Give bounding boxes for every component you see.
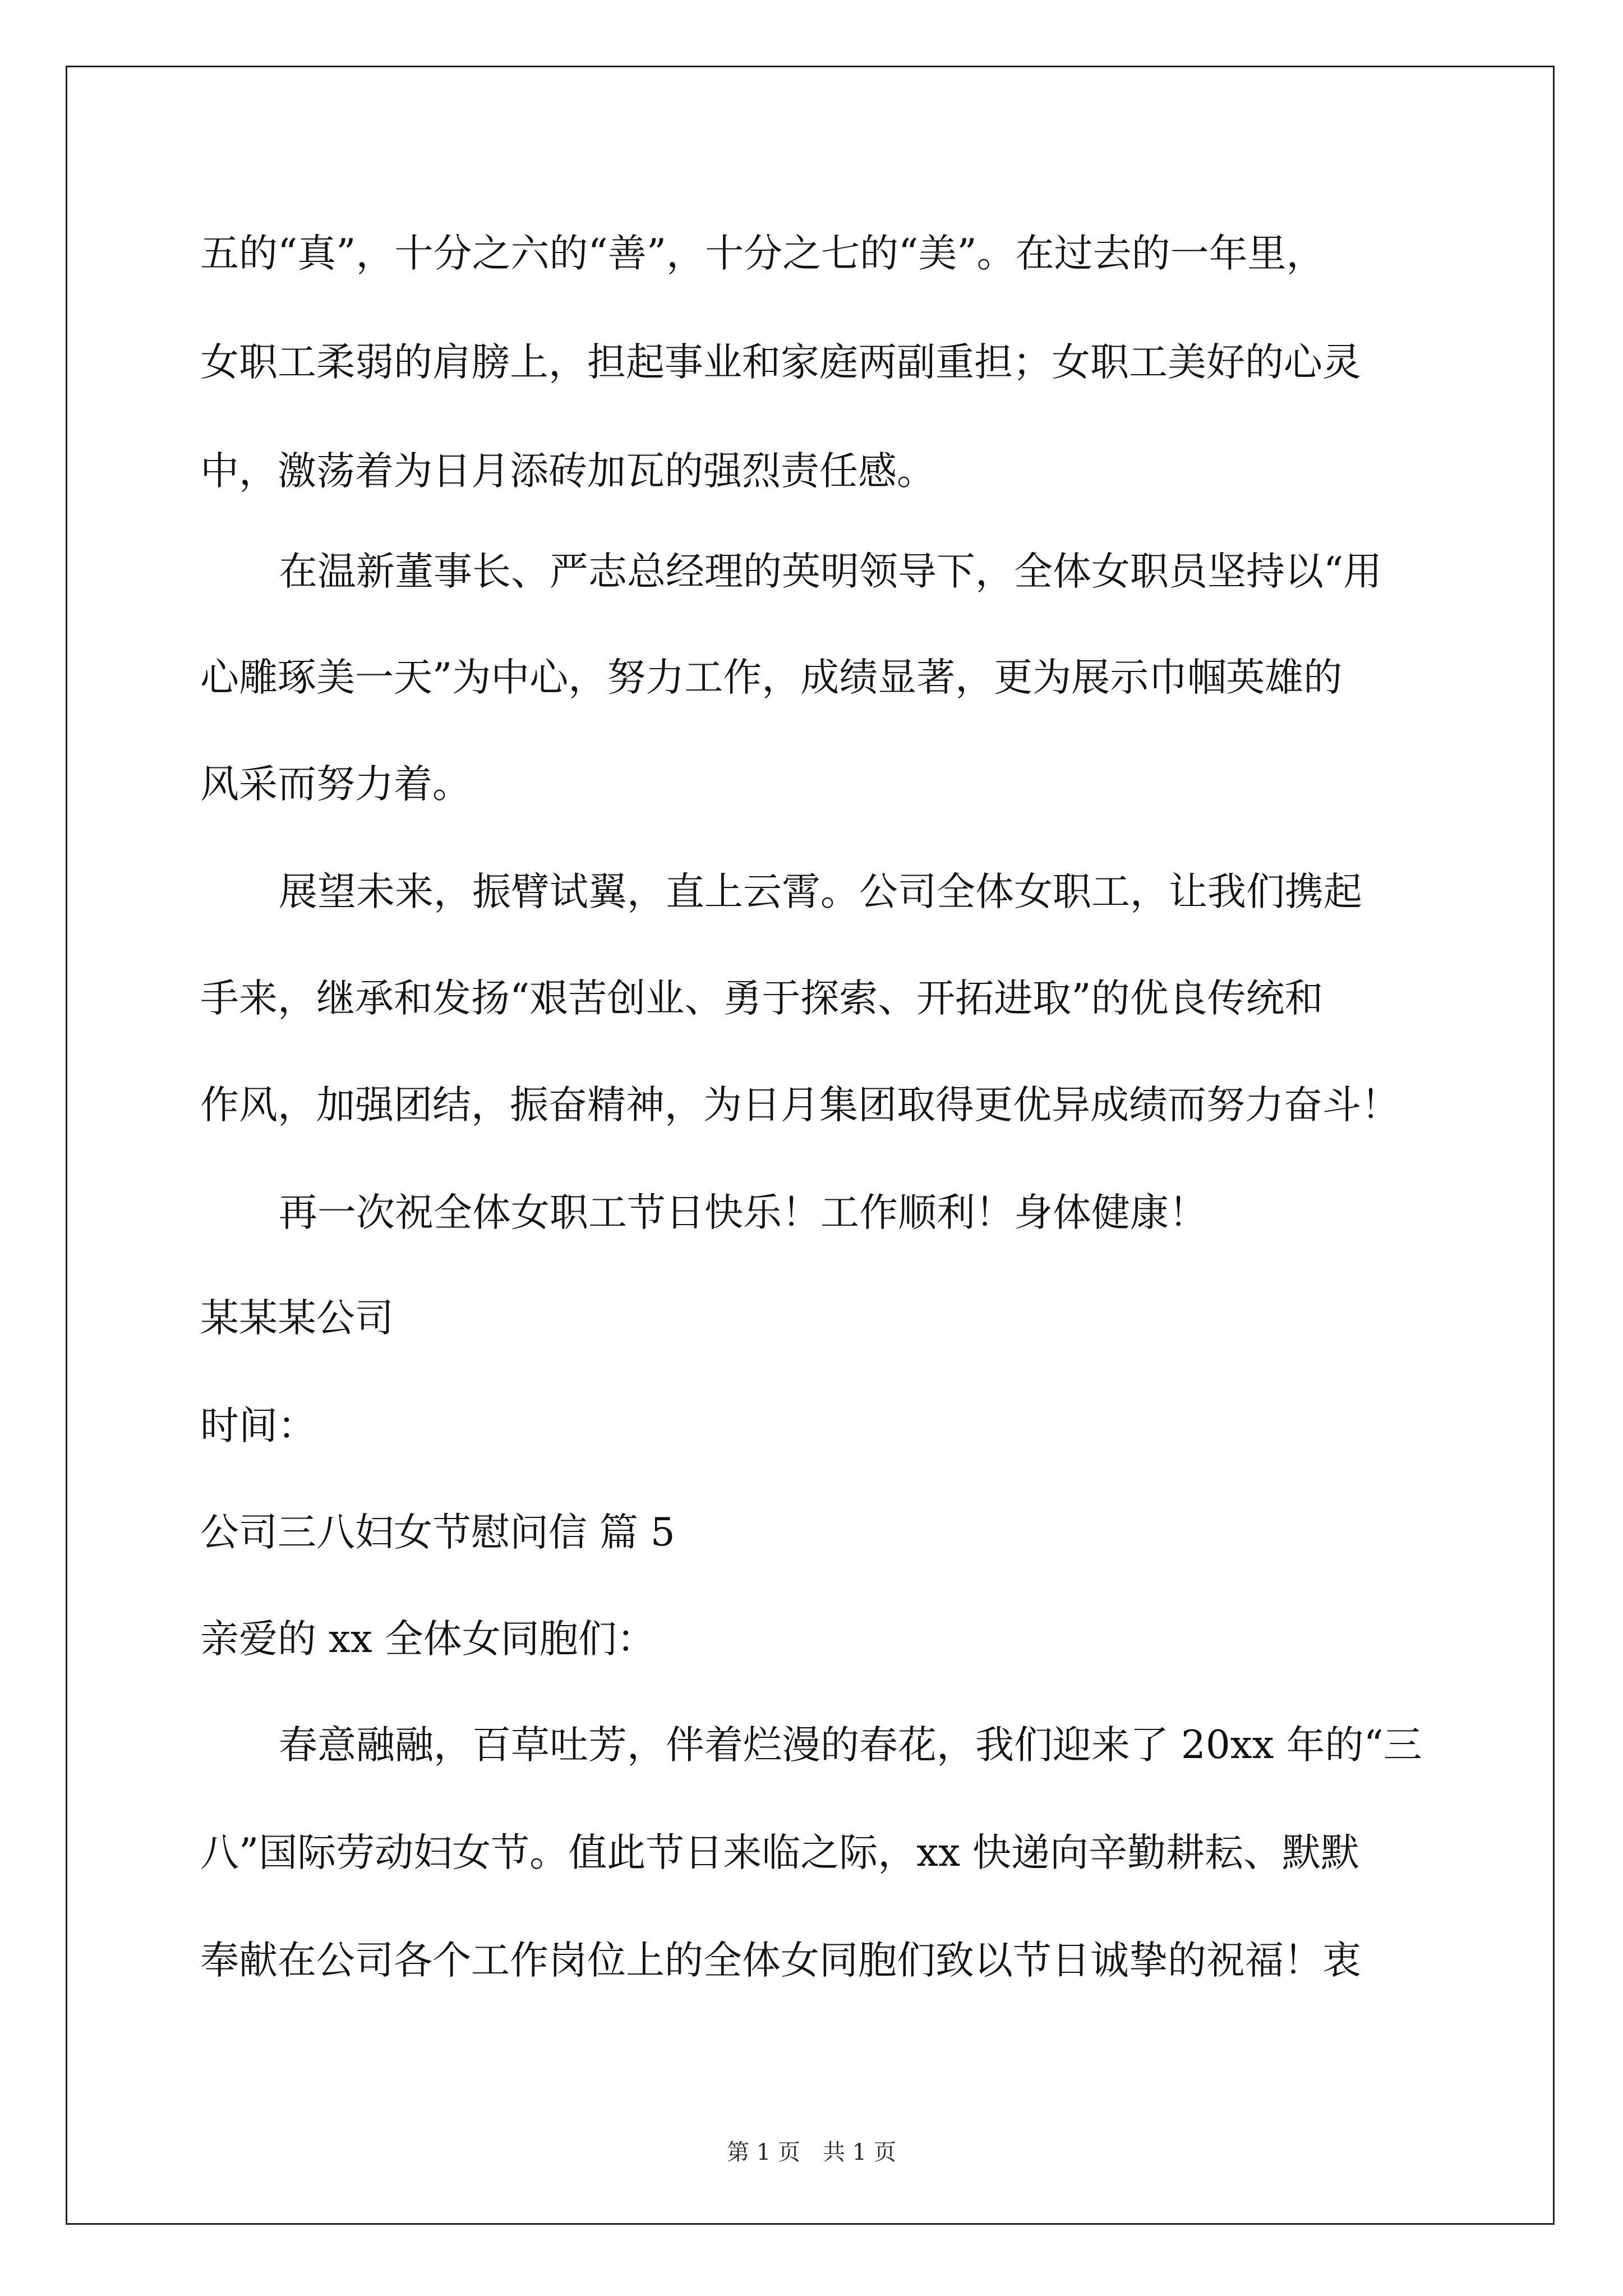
section-heading: 公司三八妇女节慰问信 篇 5 — [200, 1510, 675, 1555]
text-line: 中，激荡着为日月添砖加瓦的强烈责任感。 — [200, 449, 935, 494]
page-border — [66, 66, 1555, 2225]
text-line: 心雕琢美一天”为中心，努力工作，成绩显著，更为展示巾帼英雄的 — [200, 655, 1343, 700]
page-footer: 第 1 页 共 1 页 — [727, 2139, 896, 2165]
text-line: 奉献在公司各个工作岗位上的全体女同胞们致以节日诚挚的祝福！衷 — [200, 1938, 1361, 1983]
text-line: 作风，加强团结，振奋精神，为日月集团取得更优异成绩而努力奋斗！ — [200, 1083, 1400, 1128]
text-line: 八”国际劳动妇女节。值此节日来临之际，xx 快递向辛勤耕耘、默默 — [200, 1830, 1360, 1875]
text-line: 手来，继承和发扬“艰苦创业、勇于探索、开拓进取”的优良传统和 — [200, 976, 1324, 1021]
text-line: 在温新董事长、严志总经理的英明领导下，全体女职员坚持以“用 — [279, 549, 1382, 594]
signature-company: 某某某公司 — [200, 1296, 394, 1341]
text-line: 再一次祝全体女职工节日快乐！工作顺利！身体健康！ — [279, 1190, 1207, 1235]
text-line: 五的“真”，十分之六的“善”，十分之七的“美”。在过去的一年里， — [200, 231, 1325, 276]
letter-salutation: 亲爱的 xx 全体女同胞们： — [200, 1617, 656, 1662]
text-line: 展望未来，振臂试翼，直上云霄。公司全体女职工，让我们携起 — [279, 869, 1362, 914]
text-line: 春意融融，百草吐芳，伴着烂漫的春花，我们迎来了 20xx 年的“三 — [279, 1723, 1422, 1768]
signature-date-label: 时间： — [200, 1404, 316, 1448]
text-line: 女职工柔弱的肩膀上，担起事业和家庭两副重担；女职工美好的心灵 — [200, 340, 1361, 385]
text-line: 风采而努力着。 — [200, 762, 471, 807]
